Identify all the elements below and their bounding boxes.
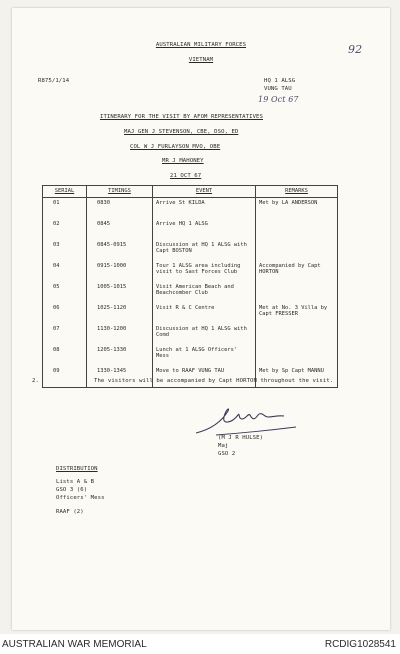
page-number-mark: 92 <box>348 43 363 56</box>
signatory-role: GSO 2 <box>218 451 236 457</box>
table-row <box>43 282 338 303</box>
event-cell: Arrive HQ 1 ALSG <box>153 219 256 240</box>
archive-footer <box>0 634 400 654</box>
table-row <box>43 197 338 219</box>
visitor-2: COL W J FURLAYSON MVO, OBE <box>130 144 221 150</box>
table-row <box>43 261 338 282</box>
itinerary-title: ITINERARY FOR THE VISIT BY AFOM REPRESENTATIVES <box>100 114 263 120</box>
timing-cell: 1130-1200 <box>87 324 153 345</box>
table-row <box>43 345 338 366</box>
remarks-cell <box>256 219 338 240</box>
serial-cell: 09 <box>43 366 87 388</box>
hq-line1: HQ 1 ALSG <box>264 78 296 84</box>
timing-cell: 0845-0915 <box>87 240 153 261</box>
timing-cell: 1025-1120 <box>87 303 153 324</box>
table-row <box>43 303 338 324</box>
event-cell: Discussion at HQ 1 ALSG with Capt BOSTON <box>153 240 256 261</box>
signatory-rank: Maj <box>218 443 229 449</box>
file-reference: R875/1/14 <box>38 78 70 84</box>
serial-cell: 01 <box>43 197 87 219</box>
table-row <box>43 240 338 261</box>
event-cell: Visit American Beach and Beachcomber Club <box>153 282 256 303</box>
remarks-cell: Met by Sp Capt MANNU <box>256 366 338 388</box>
event-cell: Arrive St KILDA <box>153 197 256 219</box>
distribution-line: RAAF (2) <box>56 509 84 515</box>
event-cell: Discussion at HQ 1 ALSG with Comd <box>153 324 256 345</box>
event-cell: Lunch at 1 ALSG Officers' Mess <box>153 345 256 366</box>
place-heading: VIETNAM <box>188 57 214 63</box>
serial-cell: 06 <box>43 303 87 324</box>
remarks-cell: Met at No. 3 Villa by Capt FRESSER <box>256 303 338 324</box>
timing-cell: 0915-1000 <box>87 261 153 282</box>
timing-cell: 0830 <box>87 197 153 219</box>
header-remarks: REMARKS <box>256 186 338 198</box>
distribution-line: GSO 3 (6) <box>56 487 88 493</box>
visitor-1: MAJ GEN J STEVENSON, CBE, DSO, ED <box>124 129 239 135</box>
timing-cell: 1005-1015 <box>87 282 153 303</box>
distribution-heading: DISTRIBUTION <box>56 466 98 472</box>
note-text: The visitors will be accompanied by Capt HORTON throughout the visit. <box>94 378 334 384</box>
itinerary-date: 21 OCT 67 <box>170 173 202 179</box>
timing-cell: 0845 <box>87 219 153 240</box>
header-event: EVENT <box>153 186 256 198</box>
archive-name: AUSTRALIAN WAR MEMORIAL <box>2 639 147 650</box>
event-cell: Move to RAAF VUNG TAU <box>153 366 256 388</box>
serial-cell: 05 <box>43 282 87 303</box>
serial-cell: 03 <box>43 240 87 261</box>
distribution-line: Officers' Mess <box>56 495 105 501</box>
note-number: 2. <box>32 378 39 384</box>
serial-cell: 04 <box>43 261 87 282</box>
header-timings: TIMINGS <box>87 186 153 198</box>
serial-cell: 08 <box>43 345 87 366</box>
serial-cell: 02 <box>43 219 87 240</box>
archive-id: RCDIG1028541 <box>324 639 396 650</box>
distribution-line: Lists A & B <box>56 479 95 485</box>
serial-cell: 07 <box>43 324 87 345</box>
hq-line2: VUNG TAU <box>264 86 292 92</box>
header-serial: SERIAL <box>43 186 87 198</box>
remarks-cell <box>256 324 338 345</box>
document-page <box>12 8 390 630</box>
table-header-row <box>43 186 338 198</box>
signatory-name: (M J R HULSE) <box>218 435 264 441</box>
remarks-cell <box>256 345 338 366</box>
itinerary-table <box>42 185 338 388</box>
remarks-cell: Accompanied by Capt HORTON <box>256 261 338 282</box>
signature-scrawl <box>192 403 302 439</box>
remarks-cell <box>256 282 338 303</box>
visitor-3: MR J MAHONEY <box>162 158 204 164</box>
org-heading: AUSTRALIAN MILITARY FORCES <box>155 42 247 48</box>
table-row <box>43 324 338 345</box>
event-cell: Visit R & C Centre <box>153 303 256 324</box>
event-cell: Tour 1 ALSG area including visit to Sast Forces Club <box>153 261 256 282</box>
remarks-cell <box>256 240 338 261</box>
handwritten-date: 19 Oct 67 <box>258 95 299 104</box>
timing-cell: 1330-1345 <box>87 366 153 388</box>
table-row <box>43 219 338 240</box>
remarks-cell: Met by LA ANDERSON <box>256 197 338 219</box>
timing-cell: 1205-1330 <box>87 345 153 366</box>
